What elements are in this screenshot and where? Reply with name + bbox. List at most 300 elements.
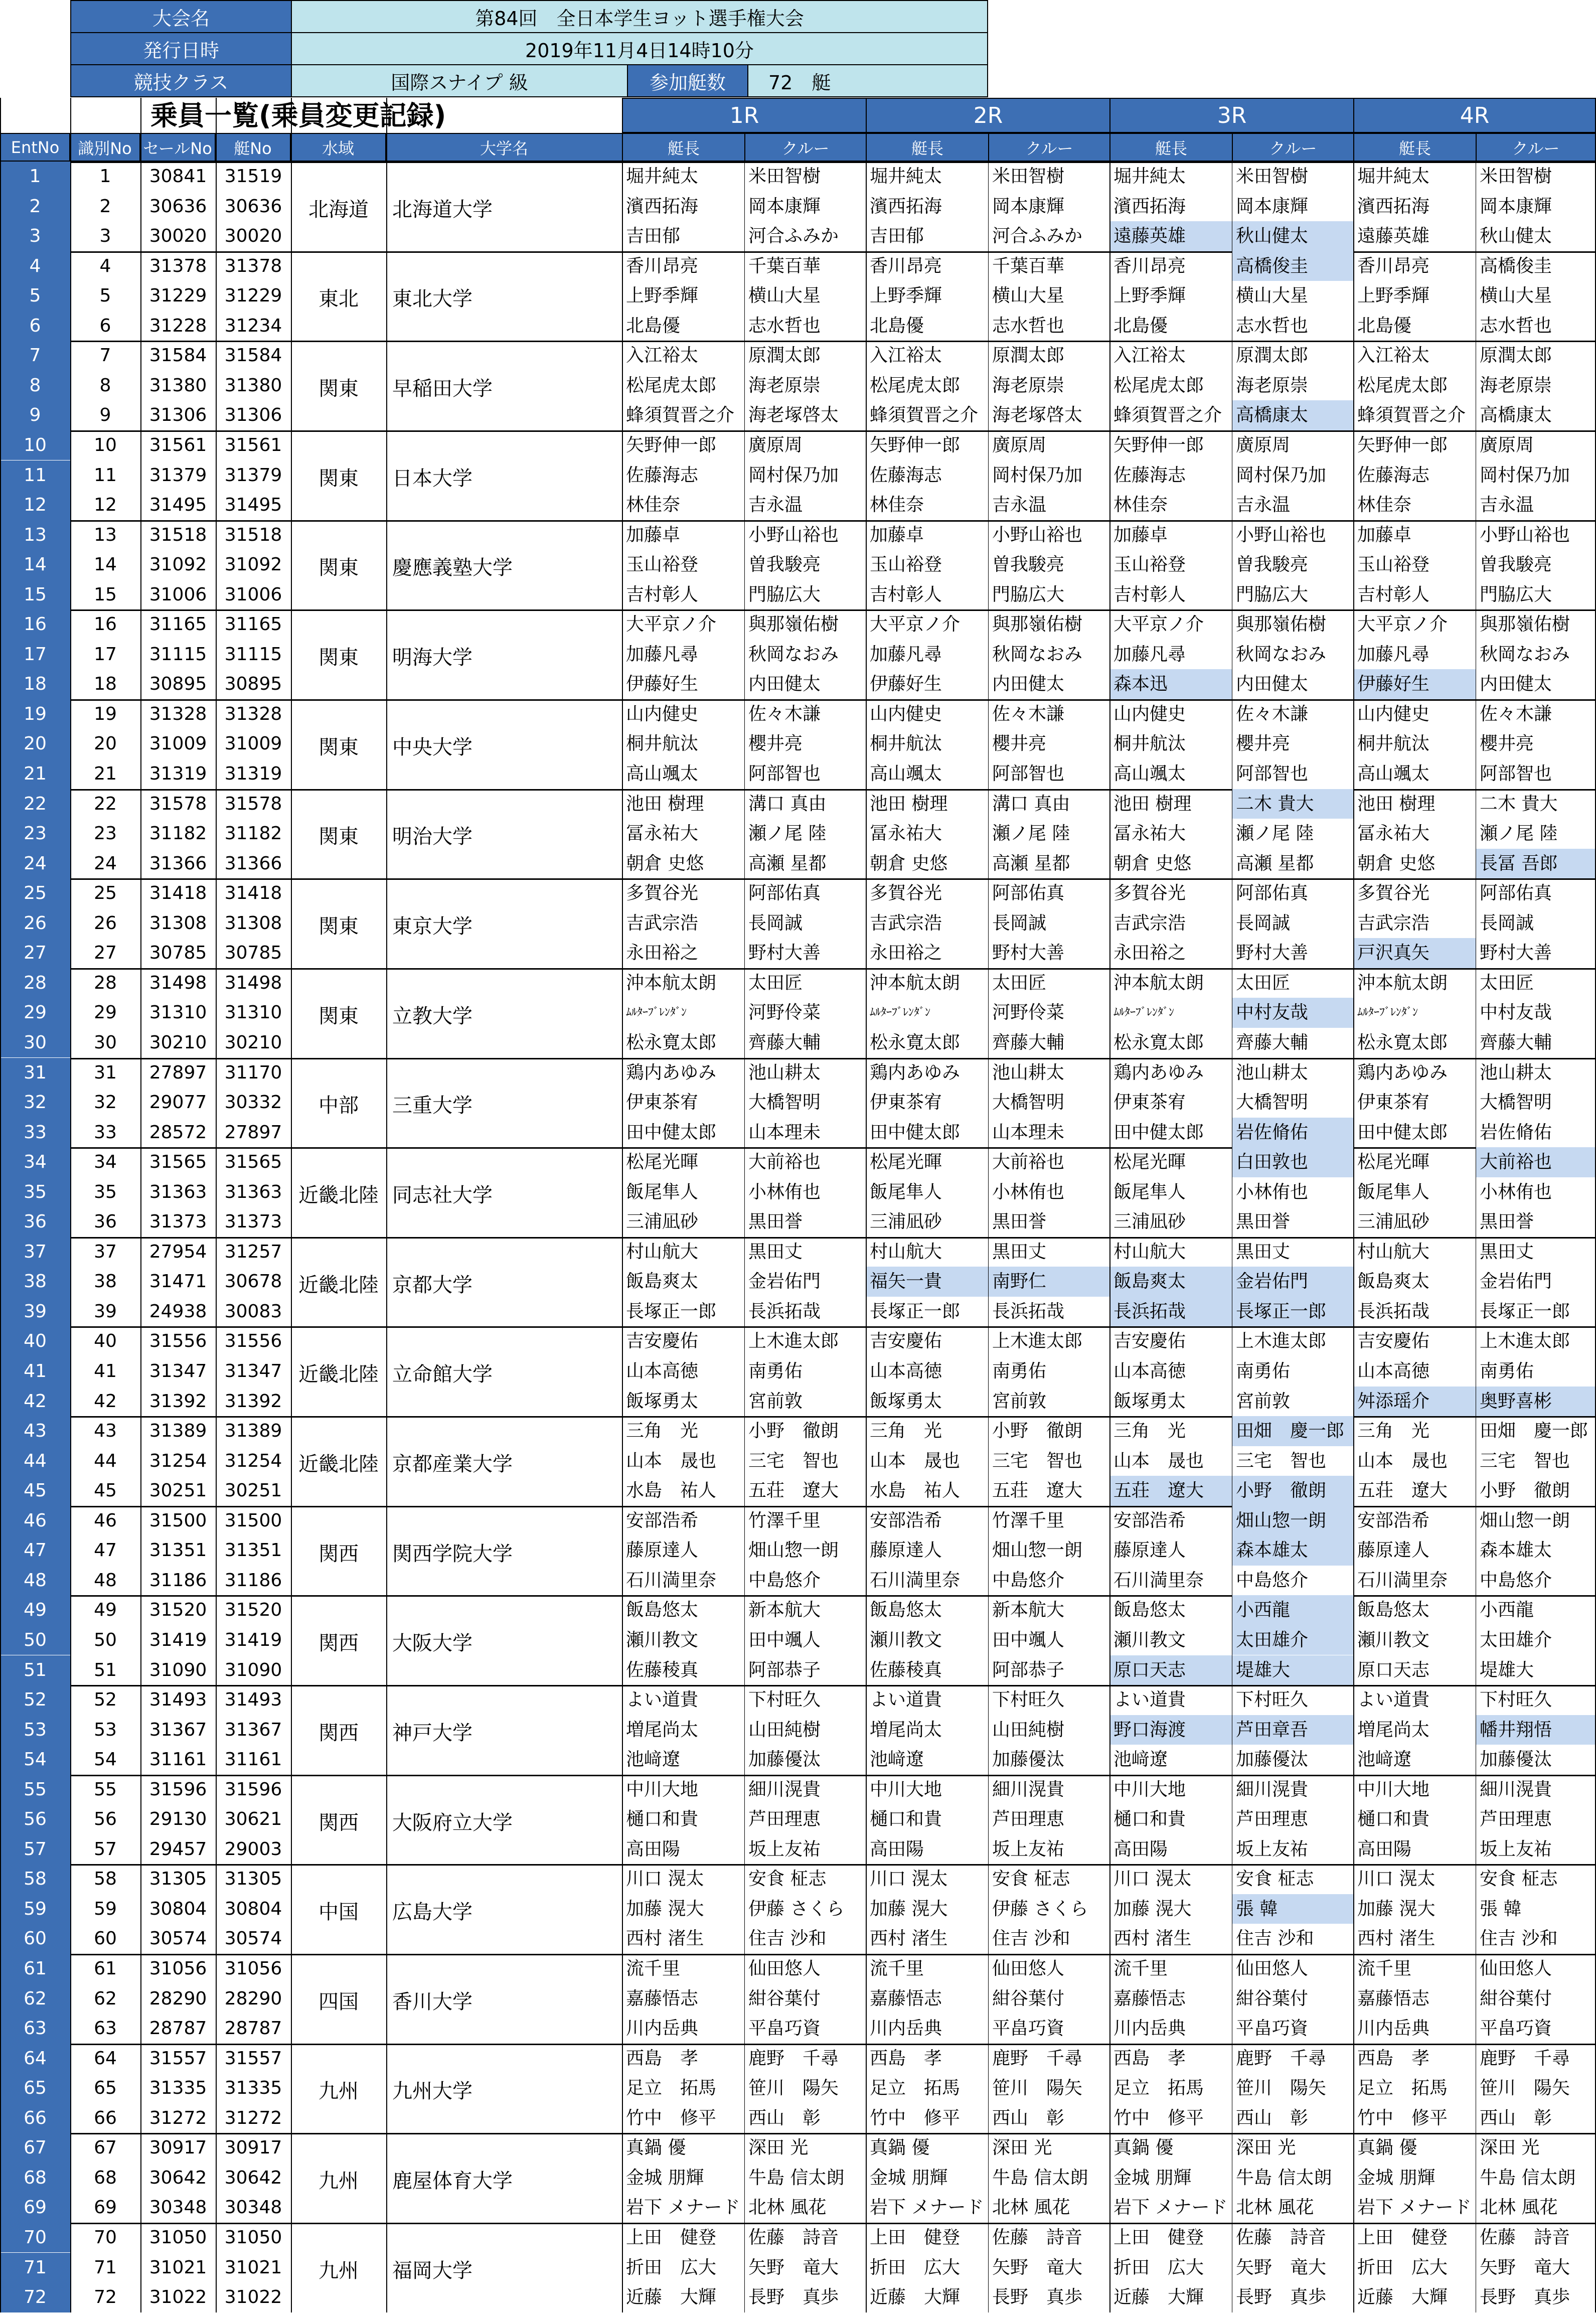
table-row	[0, 1506, 1596, 1536]
region-cell: 中国	[318, 1901, 359, 1924]
table-row	[0, 968, 1596, 998]
id-number: 34	[94, 1152, 117, 1173]
hull-number: 31090	[224, 1659, 282, 1680]
hull-number: 30332	[224, 1092, 282, 1113]
university-cell: 明治大学	[392, 825, 472, 849]
crew-name: 南勇佑	[992, 1361, 1047, 1381]
hull-number: 31115	[224, 644, 282, 665]
region-cell: 関東	[318, 646, 359, 670]
skipper-name: 近藤 大輝	[626, 2287, 717, 2308]
hull-number: 31006	[224, 584, 282, 605]
crew-name: 西山 彰	[1480, 2107, 1552, 2128]
col-entno: EntNo	[0, 133, 70, 162]
entry-number: 61	[0, 1954, 70, 1984]
skipper-name: 入江裕太	[1113, 345, 1186, 366]
hull-number: 31272	[224, 2107, 282, 2128]
skipper-name: 池﨑遼	[626, 1749, 681, 1770]
crew-name: 野村大善	[992, 943, 1065, 964]
skipper-name: 林佳奈	[1357, 495, 1412, 516]
table-row	[0, 1386, 1596, 1417]
id-number: 46	[94, 1510, 117, 1531]
skipper-name: 高田陽	[1357, 1838, 1412, 1860]
skipper-name: 安部浩希	[626, 1510, 699, 1531]
crew-name: 白田敦也	[1232, 1147, 1353, 1177]
crew-name: 志水哲也	[992, 315, 1065, 336]
hull-number: 31305	[224, 1869, 282, 1890]
entry-number: 32	[0, 1088, 70, 1118]
crew-name: 田中颯人	[748, 1629, 821, 1650]
skipper-name: 吉田郁	[870, 226, 924, 247]
skipper-name: 池田 樹理	[1357, 793, 1435, 814]
hull-number: 30678	[224, 1271, 282, 1292]
skipper-name: 飯塚勇太	[1113, 1391, 1186, 1412]
hull-number: 31056	[224, 1958, 282, 1979]
skipper-name: 加藤凡尋	[870, 644, 942, 665]
sail-number: 27897	[149, 1062, 207, 1083]
skipper-name: 北島優	[1113, 315, 1168, 336]
university-cell: 東京大学	[392, 915, 472, 938]
entry-number: 14	[0, 550, 70, 580]
hull-number: 31520	[224, 1600, 282, 1621]
crew-name: 長野 真歩	[748, 2287, 839, 2308]
crew-name: 畑山惣一朗	[1480, 1510, 1570, 1531]
crew-name: 平畠巧資	[1480, 2018, 1552, 2039]
table-row	[0, 1297, 1596, 1327]
entry-number: 4	[0, 251, 70, 281]
table-row	[0, 1834, 1596, 1865]
table-row	[0, 1864, 1596, 1894]
crew-name: 櫻井亮	[748, 733, 803, 754]
table-row	[0, 878, 1596, 908]
crew-name: 櫻井亮	[1480, 733, 1534, 754]
skipper-name: 川内岳典	[870, 2018, 942, 2039]
crew-name: 内田健太	[748, 674, 821, 695]
column-divider	[866, 98, 867, 2312]
entry-number: 48	[0, 1566, 70, 1596]
crew-name: 牛島 信太朗	[1480, 2167, 1576, 2188]
page-subtitle: 乗員一覧(乗員変更記録)	[150, 100, 446, 131]
skipper-name: 蜂須賀晋之介	[1357, 405, 1466, 426]
skipper-name: 高山颯太	[1113, 763, 1186, 784]
id-number: 14	[94, 554, 117, 575]
crew-name: 仙田悠人	[748, 1958, 821, 1979]
entry-number: 20	[0, 729, 70, 759]
region-cell: 近畿北陸	[298, 1183, 379, 1207]
skipper-name: 沖本航太朗	[626, 972, 717, 993]
crew-name: 千葉百華	[748, 255, 821, 276]
table-row	[0, 1804, 1596, 1834]
crew-name: 長岡誠	[1236, 912, 1291, 934]
skipper-name: 飯島悠太	[1113, 1600, 1186, 1621]
sail-number: 31319	[149, 763, 207, 784]
entry-number: 58	[0, 1864, 70, 1894]
issued-label: 発行日時	[70, 32, 292, 65]
skipper-name: よい道貴	[1357, 1689, 1430, 1711]
entry-number: 29	[0, 998, 70, 1028]
crew-name: 阿部恭子	[748, 1659, 821, 1680]
crew-name: 太田雄介	[1232, 1625, 1353, 1655]
skipper-name: 冨永祐大	[1357, 823, 1430, 844]
skipper-name: 永田裕之	[1113, 943, 1186, 964]
skipper-name: 松尾虎太郎	[1113, 375, 1204, 396]
event-label: 大会名	[70, 0, 292, 33]
sail-number: 29130	[149, 1809, 207, 1830]
crew-name: 金岩佑門	[748, 1271, 821, 1292]
entry-number: 21	[0, 759, 70, 789]
table-row	[0, 341, 1596, 371]
sail-number: 30251	[149, 1480, 207, 1501]
id-number: 10	[94, 434, 117, 455]
crew-name: 長野 真歩	[1480, 2287, 1570, 2308]
crew-name: 住吉 沙和	[992, 1928, 1070, 1949]
skipper-name: よい道貴	[1113, 1689, 1186, 1711]
skipper-name: 濱西拓海	[1357, 196, 1430, 217]
table-row	[0, 2193, 1596, 2223]
crew-name: 仙田悠人	[1480, 1958, 1552, 1979]
hull-number: 31498	[224, 972, 282, 993]
skipper-name: 折田 広大	[1357, 2257, 1448, 2278]
crew-name: 深田 光	[1480, 2137, 1540, 2158]
crew-name: 阿部佑真	[748, 883, 821, 904]
crew-name: 笹川 陽矢	[748, 2078, 839, 2099]
sail-number: 31380	[149, 375, 207, 396]
table-row	[0, 640, 1596, 670]
crew-name: 廣原周	[748, 434, 803, 455]
sail-number: 31351	[149, 1540, 207, 1561]
crew-name: 下村旺久	[1236, 1689, 1309, 1711]
table-row	[0, 669, 1596, 699]
skipper-name: 飯塚勇太	[626, 1391, 699, 1412]
crew-name: 原潤太郎	[748, 345, 821, 366]
crew-name: 志水哲也	[748, 315, 821, 336]
sail-number: 31500	[149, 1510, 207, 1531]
crew-name: 田畑 慶一郎	[1232, 1416, 1353, 1446]
skipper-name: 松尾光暉	[870, 1152, 942, 1173]
skipper-name: 伊東茶宥	[1357, 1092, 1430, 1113]
crew-name: 牛島 信太朗	[748, 2167, 845, 2188]
crew-name: 宮前敦	[992, 1391, 1047, 1412]
skipper-name: 川内岳典	[1357, 2018, 1430, 2039]
crew-name: 秋岡なおみ	[1236, 644, 1327, 665]
crew-name: 河野伶菜	[748, 1002, 821, 1023]
crew-name: 河合ふみか	[748, 226, 839, 247]
entry-number: 24	[0, 849, 70, 879]
crew-name: 鹿野 千尋	[992, 2048, 1083, 2069]
sail-number: 31373	[149, 1211, 207, 1232]
hull-number: 31257	[224, 1241, 282, 1262]
sail-number: 31578	[149, 793, 207, 814]
crew-name: 安食 柾志	[748, 1869, 827, 1890]
hull-number: 31366	[224, 853, 282, 874]
crew-name: 加藤優汰	[1236, 1749, 1309, 1770]
skipper-name: 藤原達人	[1113, 1540, 1186, 1561]
entry-number: 19	[0, 699, 70, 729]
table-row	[0, 759, 1596, 789]
crew-name: 紺谷葉付	[748, 1988, 821, 2009]
skipper-name: 石川満里奈	[1113, 1570, 1204, 1591]
skipper-name: 吉村彰人	[1113, 584, 1186, 605]
skipper-name: 玉山裕登	[626, 554, 699, 575]
crew-name: 奥野喜彬	[1476, 1386, 1596, 1417]
hull-number: 31578	[224, 793, 282, 814]
crew-name: 宮前敦	[748, 1391, 803, 1412]
skipper-name: 飯尾隼人	[626, 1181, 699, 1202]
skipper-name: 岩下 メナード	[1357, 2197, 1472, 2218]
skipper-name: 飯尾隼人	[1357, 1181, 1430, 1202]
id-number: 12	[94, 495, 117, 516]
skipper-name: 水島 祐人	[626, 1480, 717, 1501]
hull-number: 30251	[224, 1480, 282, 1501]
sail-number: 31584	[149, 345, 207, 366]
crew-name: 瀬ノ尾 陸	[992, 823, 1070, 844]
hull-number: 31419	[224, 1629, 282, 1650]
skipper-name: 三浦凪砂	[1357, 1211, 1430, 1232]
crew-name: 宮前敦	[1236, 1391, 1291, 1412]
crew-name: 阿部佑真	[1236, 883, 1309, 904]
skipper-name: 永田裕之	[870, 943, 942, 964]
hull-number: 31165	[224, 614, 282, 635]
id-number: 17	[94, 644, 117, 665]
crew-name: 長冨 吾郎	[1476, 849, 1596, 879]
skipper-name: 池田 樹理	[1113, 793, 1192, 814]
crew-name: 小野 徹朗	[1232, 1476, 1353, 1506]
entry-number: 15	[0, 580, 70, 610]
skipper-name: 桐井航汰	[1357, 733, 1430, 754]
skipper-name: 佐藤海志	[1357, 465, 1430, 486]
table-row	[0, 162, 1596, 192]
sail-number: 30020	[149, 226, 207, 247]
entry-number: 11	[0, 460, 70, 491]
table-row	[0, 1088, 1596, 1118]
region-cell: 関東	[318, 377, 359, 401]
table-row	[0, 1924, 1596, 1954]
crew-name: 岩佐脩佑	[1232, 1118, 1353, 1148]
skipper-name: 真鍋 優	[1357, 2137, 1417, 2158]
crew-name: 大橋智明	[748, 1092, 821, 1113]
entry-number: 13	[0, 520, 70, 550]
hull-number: 31306	[224, 405, 282, 426]
id-number: 48	[94, 1570, 117, 1591]
skipper-name: 田中健太郎	[870, 1122, 961, 1143]
crew-name: 深田 光	[992, 2137, 1052, 2158]
skipper-name: 上田 健登	[1357, 2227, 1448, 2248]
skipper-name: ﾑﾙﾀｰﾌﾞﾚﾝﾀﾞﾝ	[870, 1006, 931, 1019]
crew-name: 米田智樹	[748, 166, 821, 187]
skipper-name: 吉武宗浩	[626, 912, 699, 934]
crew-name: 安食 柾志	[992, 1869, 1070, 1890]
crew-name: 細川滉貴	[748, 1779, 821, 1800]
table-row	[0, 281, 1596, 311]
sail-number: 29077	[149, 1092, 207, 1113]
skipper-name: 佐藤海志	[1113, 465, 1186, 486]
region-cell: 中部	[318, 1094, 359, 1118]
skipper-name: 五荘 遼大	[1109, 1476, 1232, 1506]
skipper-name: 蜂須賀晋之介	[626, 405, 735, 426]
id-number: 15	[94, 584, 117, 605]
hull-number: 30917	[224, 2137, 282, 2158]
skipper-name: 吉武宗浩	[1357, 912, 1430, 934]
crew-name: 太田匠	[748, 972, 803, 993]
skipper-name: 飯島爽太	[1357, 1271, 1430, 1292]
crew-name: 鹿野 千尋	[1236, 2048, 1327, 2069]
sail-number: 28572	[149, 1122, 207, 1143]
crew-name: 海老原崇	[992, 375, 1065, 396]
crew-name: 長野 真歩	[992, 2287, 1083, 2308]
skipper-name: 蜂須賀晋之介	[1113, 405, 1222, 426]
skipper-name: 三浦凪砂	[1113, 1211, 1186, 1232]
crew-name: 芦田理恵	[992, 1809, 1065, 1830]
entry-number: 12	[0, 490, 70, 520]
id-number: 68	[94, 2167, 117, 2188]
skipper-name: 鶏内あゆみ	[626, 1062, 717, 1083]
skipper-name: 長塚正一郎	[870, 1301, 961, 1322]
crew-name: 黒田丈	[748, 1241, 803, 1262]
crew-name: 紺谷葉付	[1236, 1988, 1309, 2009]
crew-name: 北林 風花	[1480, 2197, 1558, 2218]
hull-number: 27897	[224, 1122, 282, 1143]
sail-number: 31254	[149, 1450, 207, 1471]
crew-name: 櫻井亮	[1236, 733, 1291, 754]
skipper-name: 松永寛太郎	[1113, 1032, 1204, 1053]
skipper-name: 大平京ノ介	[1113, 614, 1204, 635]
hull-number: 31170	[224, 1062, 282, 1083]
entry-number: 71	[0, 2253, 70, 2283]
crew-name: 櫻井亮	[992, 733, 1047, 754]
table-row	[0, 609, 1596, 640]
table-row	[0, 2223, 1596, 2253]
crew-name: 與那嶺佑樹	[1236, 614, 1327, 635]
skipper-name: 吉安慶佑	[1113, 1331, 1186, 1352]
crew-name: 笹川 陽矢	[1236, 2078, 1327, 2099]
col-id: 識別No	[69, 133, 140, 162]
table-row	[0, 2103, 1596, 2133]
race-header-4: 4R	[1353, 98, 1596, 133]
hull-number: 31363	[224, 1181, 282, 1202]
skipper-name: 吉安慶佑	[1357, 1331, 1430, 1352]
entry-number: 42	[0, 1386, 70, 1417]
hull-number: 30804	[224, 1898, 282, 1919]
crew-name: 張 韓	[1232, 1894, 1353, 1924]
skipper-name: 多賀谷光	[1113, 883, 1186, 904]
skipper-name: 濱西拓海	[1113, 196, 1186, 217]
crew-name: 仙田悠人	[1236, 1958, 1309, 1979]
entry-number: 38	[0, 1267, 70, 1297]
crew-name: 阿部智也	[1236, 763, 1309, 784]
sail-number: 30210	[149, 1032, 207, 1053]
id-number: 13	[94, 524, 117, 545]
crew-name: 高瀬 星都	[748, 853, 827, 874]
crew-name: 吉永温	[1480, 495, 1534, 516]
crew-name: 南勇佑	[1480, 1361, 1534, 1381]
col-sail: セールNo	[139, 133, 216, 162]
table-row	[0, 699, 1596, 729]
skipper-name: 池﨑遼	[870, 1749, 924, 1770]
region-cell: 東北	[318, 287, 359, 311]
id-number: 59	[94, 1898, 117, 1919]
crew-name: 原潤太郎	[1236, 345, 1309, 366]
id-number: 51	[94, 1659, 117, 1680]
table-row	[0, 1566, 1596, 1596]
hull-number: 31379	[224, 465, 282, 486]
id-number: 36	[94, 1211, 117, 1232]
crew-name: 高瀬 星都	[1236, 853, 1314, 874]
crew-name: 黒田丈	[992, 1241, 1047, 1262]
university-cell: 同志社大学	[392, 1183, 493, 1207]
entry-number: 72	[0, 2282, 70, 2312]
skipper-name: 嘉藤悟志	[870, 1988, 942, 2009]
hull-number: 31161	[224, 1749, 282, 1770]
crew-name: 中島悠介	[748, 1570, 821, 1591]
entry-number: 9	[0, 400, 70, 430]
skipper-name: 山本高徳	[1357, 1361, 1430, 1381]
crew-name: 竹澤千里	[748, 1510, 821, 1531]
skipper-name: 桐井航汰	[870, 733, 942, 754]
skipper-name: 上野季輝	[1357, 285, 1430, 306]
entry-number: 36	[0, 1207, 70, 1237]
skipper-name: 上田 健登	[1113, 2227, 1204, 2248]
crew-name: 阿部智也	[1480, 763, 1552, 784]
sail-number: 31493	[149, 1689, 207, 1711]
entry-number: 45	[0, 1476, 70, 1506]
region-cell: 九州	[318, 2259, 359, 2282]
hull-number: 30621	[224, 1809, 282, 1830]
crew-name: 笹川 陽矢	[1480, 2078, 1570, 2099]
sail-number: 31161	[149, 1749, 207, 1770]
crew-name: 黒田誉	[748, 1211, 803, 1232]
sail-number: 31471	[149, 1271, 207, 1292]
skipper-name: 山本 晟也	[1113, 1450, 1204, 1471]
column-divider	[622, 98, 623, 2312]
skipper-name: 岩下 メナード	[626, 2197, 740, 2218]
crew-name: 佐々木謙	[748, 703, 821, 724]
region-cell: 関東	[318, 735, 359, 759]
id-number: 16	[94, 614, 117, 635]
id-number: 6	[99, 315, 111, 336]
skipper-name: 高田陽	[1113, 1838, 1168, 1860]
skipper-name: 安部浩希	[1357, 1510, 1430, 1531]
id-number: 49	[94, 1600, 117, 1621]
table-row	[0, 1147, 1596, 1177]
skipper-name: 吉武宗浩	[1113, 912, 1186, 934]
col-r3-skipper: 艇長	[1109, 133, 1233, 162]
skipper-name: 松永寛太郎	[870, 1032, 961, 1053]
crew-name: 大橋智明	[992, 1092, 1065, 1113]
skipper-name: 松永寛太郎	[1357, 1032, 1448, 1053]
skipper-name: ﾑﾙﾀｰﾌﾞﾚﾝﾀﾞﾝ	[626, 1006, 687, 1019]
header-block	[0, 0, 1596, 100]
crew-name: 森本雄太	[1480, 1540, 1552, 1561]
crew-name: 秋岡なおみ	[748, 644, 839, 665]
crew-name: 矢野 竜大	[992, 2257, 1083, 2278]
crew-name: 中島悠介	[1236, 1570, 1309, 1591]
sail-number: 31335	[149, 2078, 207, 2099]
crew-name: 佐々木謙	[1480, 703, 1552, 724]
hull-number: 31373	[224, 1211, 282, 1232]
skipper-name: 折田 広大	[1113, 2257, 1204, 2278]
skipper-name: 飯島悠太	[626, 1600, 699, 1621]
table-row	[0, 1715, 1596, 1745]
skipper-name: 竹中 修平	[1357, 2107, 1448, 2128]
table-row	[0, 1775, 1596, 1805]
sail-number: 31389	[149, 1421, 207, 1442]
crew-name: 下村旺久	[748, 1689, 821, 1711]
skipper-name: 沖本航太朗	[1357, 972, 1448, 993]
crew-name: 畑山惣一朗	[1232, 1506, 1353, 1536]
skipper-name: 松尾虎太郎	[626, 375, 717, 396]
entry-number: 51	[0, 1655, 70, 1685]
skipper-name: 矢野伸一郎	[1113, 434, 1204, 455]
id-number: 63	[94, 2018, 117, 2039]
